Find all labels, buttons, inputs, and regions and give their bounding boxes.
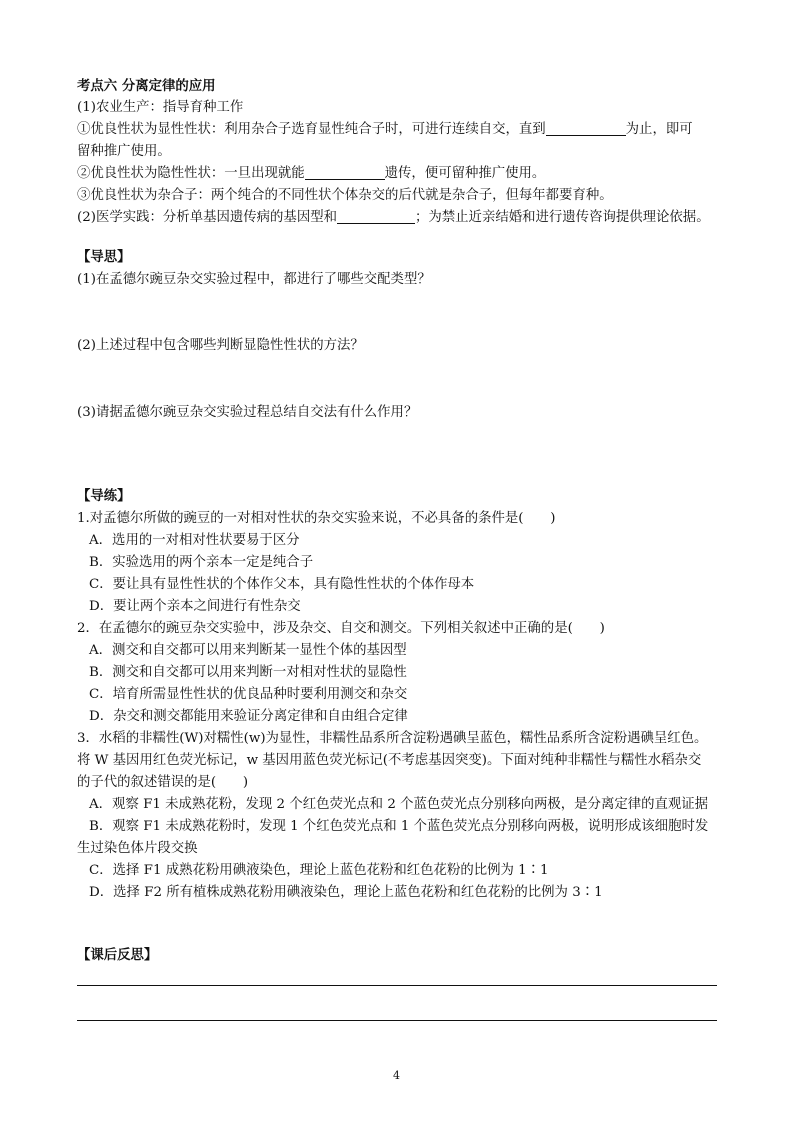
q1-option-b: B．实验选用的两个亲本一定是纯合子 [89,555,314,570]
q3-option-d: D．选择 F2 所有植株成熟花粉用碘液染色，理论上蓝色花粉和红色花粉的比例为 3∶1 [89,885,603,900]
item1-text-a: ①优良性状为显性性状：利用杂合子选育显性纯合子时，可进行连续自交，直到 [77,122,546,137]
q3-option-b-continuation: 生过染色体片段交换 [77,841,198,856]
q1-option-d: D．要让两个亲本之间进行有性杂交 [89,599,301,614]
think-question-2: (2)上述过程中包含哪些判断显隐性性状的方法？ [77,338,364,353]
page-number: 4 [393,1069,400,1082]
reflection-line-2 [77,1020,717,1021]
item2-text-b: 遗传，便可留种推广使用。 [384,166,546,181]
q3-option-a: A．观察 F1 未成熟花粉，发现 2 个红色荧光点和 2 个蓝色荧光点分别移向两极，是分离定律的直观证据 [89,797,709,812]
q1-option-a: A．选用的一对相对性状要易于区分 [89,533,300,548]
q3-stem-3: 的子代的叙述错误的是( ) [77,775,249,790]
q2-stem: 2．在孟德尔的豌豆杂交实验中，涉及杂交、自交和测交。下列相关叙述中正确的是( ) [77,621,605,636]
item1-continuation: 留种推广使用。 [77,144,171,159]
q3-stem-2: 将 W 基因用红色荧光标记，w 基因用蓝色荧光标记(不考虑基因突变)。下面对纯种非糯性与糯性水稻杂交 [77,753,702,768]
section-title: 考点六 分离定律的应用 [77,78,216,94]
agri-heading: (1)农业生产：指导育种工作 [77,100,244,115]
medical-text-a: (2)医学实践：分析单基因遗传病的基因型和 [77,210,337,225]
q2-option-b: B．测交和自交都可以用来判断一对相对性状的显隐性 [89,665,407,680]
item2-text-a: ②优良性状为隐性性状：一旦出现就能 [77,166,305,181]
q2-option-c: C．培育所需显性性状的优良品种时要利用测交和杂交 [89,687,408,702]
think-question-1: (1)在孟德尔豌豆杂交实验过程中，都进行了哪些交配类型？ [77,272,431,287]
item2-line [77,165,545,183]
reflection-heading: 【课后反思】 [77,947,158,963]
medical-text-b: ；为禁止近亲结婚和进行遗传咨询提供理论依据。 [415,210,710,225]
guide-practice-heading: 【导练】 [77,488,131,504]
guide-think-heading: 【导思】 [77,249,131,265]
item1-text-b: 为止，即可 [625,122,693,137]
item3-line: ③优良性状为杂合子：两个纯合的不同性状个体杂交的后代就是杂合子，但每年都要育种。 [77,188,613,203]
reflection-line-1 [77,985,717,986]
medical-line [77,209,710,227]
q3-option-b: B．观察 F1 未成熟花粉时，发现 1 个红色荧光点和 1 个蓝色荧光点分别移向两极，说明形成该细胞时发 [89,819,709,834]
q2-option-a: A．测交和自交都可以用来判断某一显性个体的基因型 [89,643,407,658]
item1-line [77,121,693,139]
q3-stem-1: 3．水稻的非糯性(W)对糯性(w)为显性，非糯性品系所含淀粉遇碘呈蓝色，糯性品系所含淀粉遇碘呈红色。 [77,731,708,746]
fill-blank-2[interactable] [305,165,385,180]
q3-option-c: C．选择 F1 成熟花粉用碘液染色，理论上蓝色花粉和红色花粉的比例为 1∶1 [89,863,549,878]
think-question-3: (3)请据孟德尔豌豆杂交实验过程总结自交法有什么作用？ [77,405,418,420]
fill-blank-3[interactable] [337,209,415,224]
q1-option-c: C．要让具有显性性状的个体作父本，具有隐性性状的个体作母本 [89,577,475,592]
q2-option-d: D．杂交和测交都能用来验证分离定律和自由组合定律 [89,709,408,724]
fill-blank-1[interactable] [546,121,626,136]
q1-stem: 1.对孟德尔所做的豌豆的一对相对性状的杂交实验来说，不必具备的条件是( ) [77,511,556,526]
